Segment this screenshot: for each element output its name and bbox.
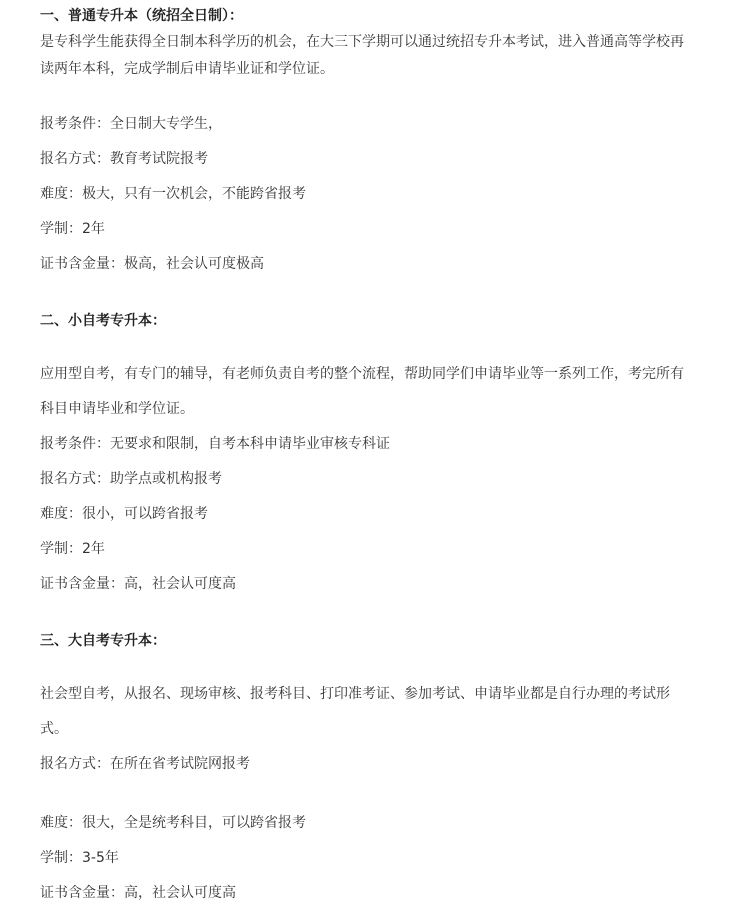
section-heading-3: 三、大自考专升本： — [40, 633, 166, 649]
section-3-item-difficulty: 难度：很大，全是统考科目，可以跨省报考 — [40, 815, 306, 831]
section-2-desc-line-1: 应用型自考，有专门的辅导，有老师负责自考的整个流程，帮助同学们申请毕业等一系列工作，考完所有 — [40, 366, 684, 382]
section-1-item-difficulty: 难度：极大，只有一次机会，不能跨省报考 — [40, 186, 306, 202]
section-3-item-duration: 学制：3-5年 — [40, 850, 119, 866]
section-heading-2: 二、小自考专升本： — [40, 313, 166, 329]
section-1-item-value: 证书含金量：极高，社会认可度极高 — [40, 256, 264, 272]
section-1-item-registration: 报名方式：教育考试院报考 — [40, 151, 208, 167]
section-2-item-difficulty: 难度：很小，可以跨省报考 — [40, 506, 208, 522]
section-1-desc-line-1: 是专科学生能获得全日制本科学历的机会，在大三下学期可以通过统招专升本考试，进入普通高等学校再 — [40, 34, 684, 50]
section-1-item-conditions: 报考条件：全日制大专学生， — [40, 116, 222, 132]
section-3-desc-line-1: 社会型自考，从报名、现场审核、报考科目、打印准考证、参加考试、申请毕业都是自行办理的考试形 — [40, 686, 670, 702]
section-2-item-duration: 学制：2年 — [40, 541, 105, 557]
section-3-desc-line-2: 式。 — [40, 721, 68, 737]
section-1-desc-line-2: 读两年本科，完成学制后申请毕业证和学位证。 — [40, 61, 334, 77]
section-1-item-duration: 学制：2年 — [40, 221, 105, 237]
section-3-item-registration: 报名方式：在所在省考试院网报考 — [40, 756, 250, 772]
section-2-desc-line-2: 科目申请毕业和学位证。 — [40, 401, 194, 417]
section-2-item-conditions: 报考条件：无要求和限制，自考本科申请毕业审核专科证 — [40, 436, 390, 452]
section-2-item-value: 证书含金量：高，社会认可度高 — [40, 576, 236, 592]
section-2-item-registration: 报名方式：助学点或机构报考 — [40, 471, 222, 487]
section-3-item-value: 证书含金量：高，社会认可度高 — [40, 885, 236, 901]
section-heading-1: 一、普通专升本（统招全日制）： — [40, 8, 243, 24]
